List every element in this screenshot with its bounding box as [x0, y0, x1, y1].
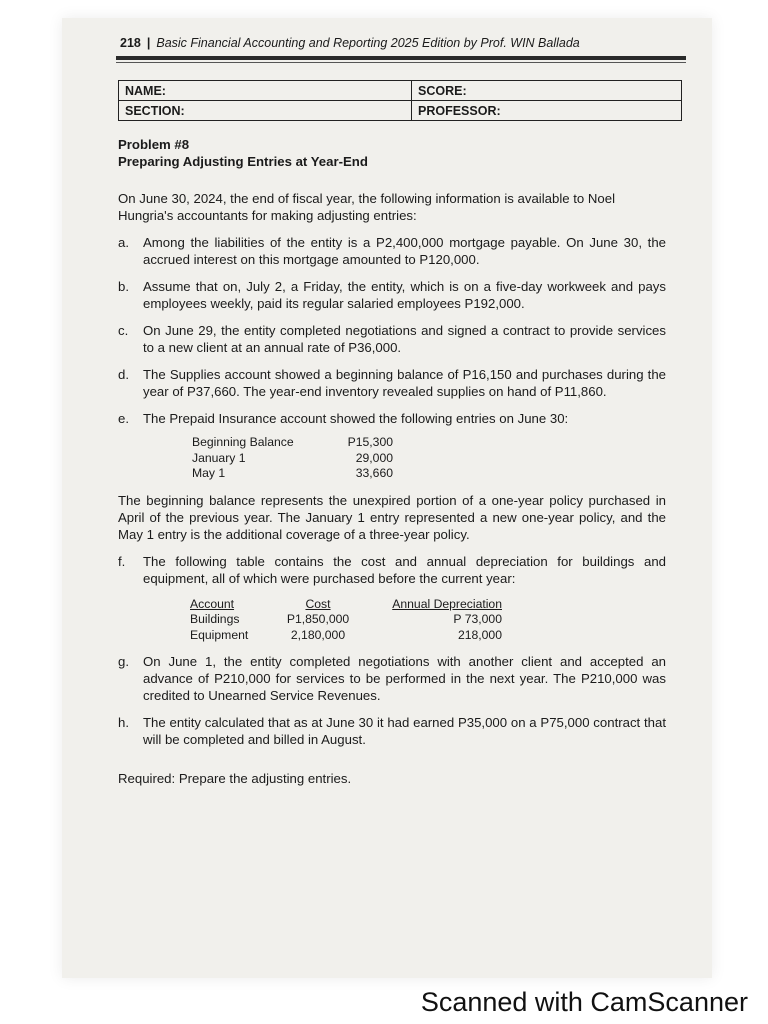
page-number: 218	[120, 36, 141, 50]
prepaid-note: The beginning balance represents the unexpired portion of a one-year policy purchased in April of the previous year. The January 1 entry represented a new one-year policy, and the May 1 entry is the additional coverage of a three-year policy.	[118, 492, 666, 542]
list-item	[118, 714, 666, 748]
professor-label: PROFESSOR:	[412, 101, 682, 121]
item-letter: e.	[118, 411, 129, 426]
camscanner-watermark: Scanned with CamScanner	[420, 987, 748, 1017]
item-letter: c.	[118, 323, 129, 338]
name-label: NAME:	[119, 81, 412, 101]
list-item	[118, 322, 666, 356]
column-header: Cost	[305, 596, 331, 611]
table-row	[192, 451, 393, 467]
entry-label: May 1	[192, 466, 226, 480]
table-row	[192, 466, 393, 482]
list-item	[118, 366, 666, 400]
list-item	[118, 653, 666, 704]
prepaid-insurance-table	[192, 435, 393, 482]
item-letter: h.	[118, 715, 129, 730]
list-item	[118, 410, 666, 427]
book-title: Basic Financial Accounting and Reporting 2025 Edition by Prof. WIN Ballada	[156, 36, 580, 50]
item-letter: a.	[118, 235, 129, 250]
item-letter: f.	[118, 553, 126, 569]
problem-content	[118, 136, 666, 787]
header-separator: |	[146, 36, 151, 50]
problem-intro: On June 30, 2024, the end of fiscal year, the following information is available to Noel Hungria's accountants for making adjusting entries:	[118, 191, 616, 223]
table-cell: Buildings	[190, 612, 240, 626]
item-text: The Prepaid Insurance account showed the following entries on June 30:	[143, 411, 569, 426]
item-text: On June 1, the entity completed negotiations with another client and accepted an advance of P210,000 for services to be performed in the next year. The P210,000 was credited to Unearned Service Revenues.	[143, 654, 666, 703]
item-letter: g.	[118, 654, 129, 669]
score-label: SCORE:	[412, 81, 682, 101]
list-item	[118, 234, 666, 268]
problem-number: Problem #8	[118, 137, 190, 152]
item-letter: d.	[118, 367, 129, 382]
section-label: SECTION:	[119, 101, 412, 121]
item-text: The Supplies account showed a beginning balance of P16,150 and purchases during the year of P37,660. The year-end inventory revealed supplies on hand of P11,860.	[143, 367, 666, 399]
item-text: Among the liabilities of the entity is a P2,400,000 mortgage payable. On June 30, the accrued interest on this mortgage amounted to P120,000.	[143, 235, 666, 267]
column-header: Annual Depreciation	[392, 596, 502, 611]
item-letter: b.	[118, 279, 129, 294]
column-header: Account	[190, 596, 235, 611]
entry-amount: P15,300	[347, 435, 393, 449]
table-cell: Equipment	[190, 627, 249, 642]
student-info-box	[118, 80, 682, 121]
entry-amount: 29,000	[355, 450, 393, 465]
table-header-row	[190, 597, 506, 613]
entry-label: January 1	[192, 450, 246, 465]
item-text: The following table contains the cost and annual depreciation for buildings and equipment, all of which were purchased before the current year:	[143, 553, 666, 586]
table-cell: 218,000	[457, 627, 502, 642]
header-rule	[116, 56, 686, 60]
table-cell: P1,850,000	[286, 612, 350, 626]
running-header	[120, 36, 686, 50]
header-rule-thin	[116, 62, 686, 63]
item-text: Assume that on, July 2, a Friday, the entity, which is on a five-day workweek and pays employees weekly, paid its regular salaried employees P192,000.	[143, 279, 666, 311]
table-row	[190, 612, 506, 628]
table-row	[190, 628, 506, 644]
depreciation-table	[190, 597, 506, 644]
list-item	[118, 553, 666, 587]
problem-title: Preparing Adjusting Entries at Year-End	[118, 154, 368, 169]
table-cell: P 73,000	[453, 612, 502, 626]
table-cell: 2,180,000	[290, 627, 346, 642]
required-instruction: Required: Prepare the adjusting entries.	[118, 771, 352, 786]
entry-label: Beginning Balance	[192, 435, 294, 449]
item-text: The entity calculated that as at June 30 it had earned P35,000 on a P75,000 contract that will be completed and billed in August.	[143, 715, 666, 747]
table-row	[192, 435, 393, 451]
entry-amount: 33,660	[355, 466, 393, 480]
list-item	[118, 278, 666, 312]
item-text: On June 29, the entity completed negotiations and signed a contract to provide services to a new client at an annual rate of P36,000.	[143, 323, 666, 355]
